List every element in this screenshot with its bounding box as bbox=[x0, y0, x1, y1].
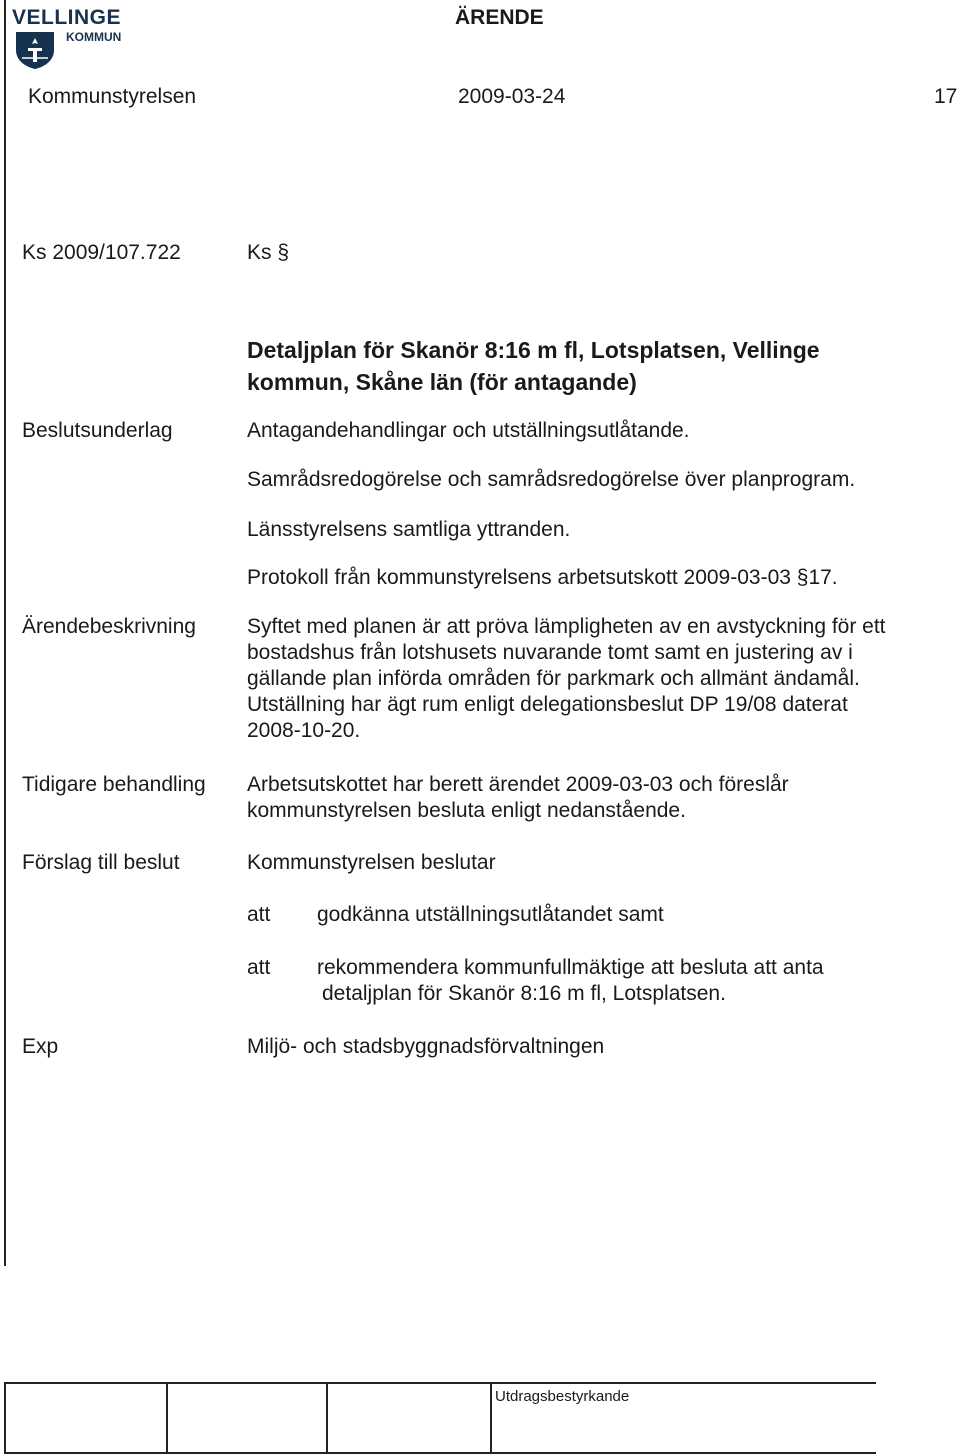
decision-clause: rekommendera kommunfullmäktige att besluta att anta bbox=[317, 956, 824, 979]
title-line: Detaljplan för Skanör 8:16 m fl, Lotsplatsen, Vellinge bbox=[247, 337, 820, 363]
logo-subtitle: KOMMUN bbox=[66, 30, 122, 44]
description-text bbox=[247, 614, 886, 744]
shield-icon bbox=[14, 30, 58, 70]
paragraph-symbol: § bbox=[277, 241, 290, 264]
description-line: gällande plan införda områden för parkmark och allmänt ändamål. bbox=[247, 667, 860, 690]
previous-handling-text bbox=[247, 772, 789, 824]
basis-item: Antagandehandlingar och utställningsutlåtande. bbox=[247, 419, 690, 442]
section-label-arendebeskrivning: Ärendebeskrivning bbox=[22, 615, 196, 638]
case-ref-prefix: Ks bbox=[247, 241, 272, 264]
description-line: bostadshus från lotshusets nuvarande tomt samt en justering av i bbox=[247, 641, 853, 664]
section-label-forslag: Förslag till beslut bbox=[22, 851, 180, 874]
signature-cell bbox=[326, 1384, 492, 1452]
description-line: 2008-10-20. bbox=[247, 719, 361, 742]
header-date: 2009-03-24 bbox=[458, 85, 566, 108]
basis-item: Samrådsredogörelse och samrådsredogörelse över planprogram. bbox=[247, 468, 856, 491]
previous-handling-line: kommunstyrelsen besluta enligt nedanstående. bbox=[247, 799, 686, 822]
decision-clause-continuation: detaljplan för Skanör 8:16 m fl, Lotsplatsen. bbox=[322, 982, 726, 1005]
section-label-tidigare-behandling: Tidigare behandling bbox=[22, 773, 206, 796]
page-title bbox=[247, 334, 820, 398]
basis-item: Länsstyrelsens samtliga yttranden. bbox=[247, 518, 571, 541]
logo-wordmark: VELLINGE bbox=[12, 6, 122, 29]
description-line: Syftet med planen är att pröva lämpligheten av en avstyckning för ett bbox=[247, 615, 886, 638]
header-paragraph-number: 17 bbox=[934, 85, 958, 108]
section-label-beslutsunderlag: Beslutsunderlag bbox=[22, 419, 173, 442]
header-body: Kommunstyrelsen bbox=[28, 85, 197, 108]
title-line: kommun, Skåne län (för antagande) bbox=[247, 369, 637, 395]
decision-att-word: att bbox=[247, 956, 271, 979]
case-number: Ks 2009/107.722 bbox=[22, 241, 181, 264]
case-ref bbox=[247, 240, 289, 266]
description-line: Utställning har ägt rum enligt delegationsbeslut DP 19/08 daterat bbox=[247, 693, 848, 716]
signature-cell bbox=[6, 1384, 168, 1452]
left-margin-rule bbox=[4, 0, 6, 1266]
signature-table bbox=[4, 1382, 876, 1454]
distribution-recipient: Miljö- och stadsbyggnadsförvaltningen bbox=[247, 1035, 605, 1058]
signature-cell bbox=[166, 1384, 328, 1452]
previous-handling-line: Arbetsutskottet har berett ärendet 2009-03-03 och föreslår bbox=[247, 773, 789, 796]
section-label-exp: Exp bbox=[22, 1035, 59, 1058]
decision-intro: Kommunstyrelsen beslutar bbox=[247, 851, 496, 874]
document-type: ÄRENDE bbox=[455, 6, 544, 29]
decision-clause: godkänna utställningsutlåtandet samt bbox=[317, 903, 664, 926]
decision-att-word: att bbox=[247, 903, 271, 926]
basis-item: Protokoll från kommunstyrelsens arbetsutskott 2009-03-03 §17. bbox=[247, 566, 838, 589]
municipality-logo bbox=[12, 6, 122, 72]
extract-certification-label: Utdragsbestyrkande bbox=[495, 1388, 630, 1405]
